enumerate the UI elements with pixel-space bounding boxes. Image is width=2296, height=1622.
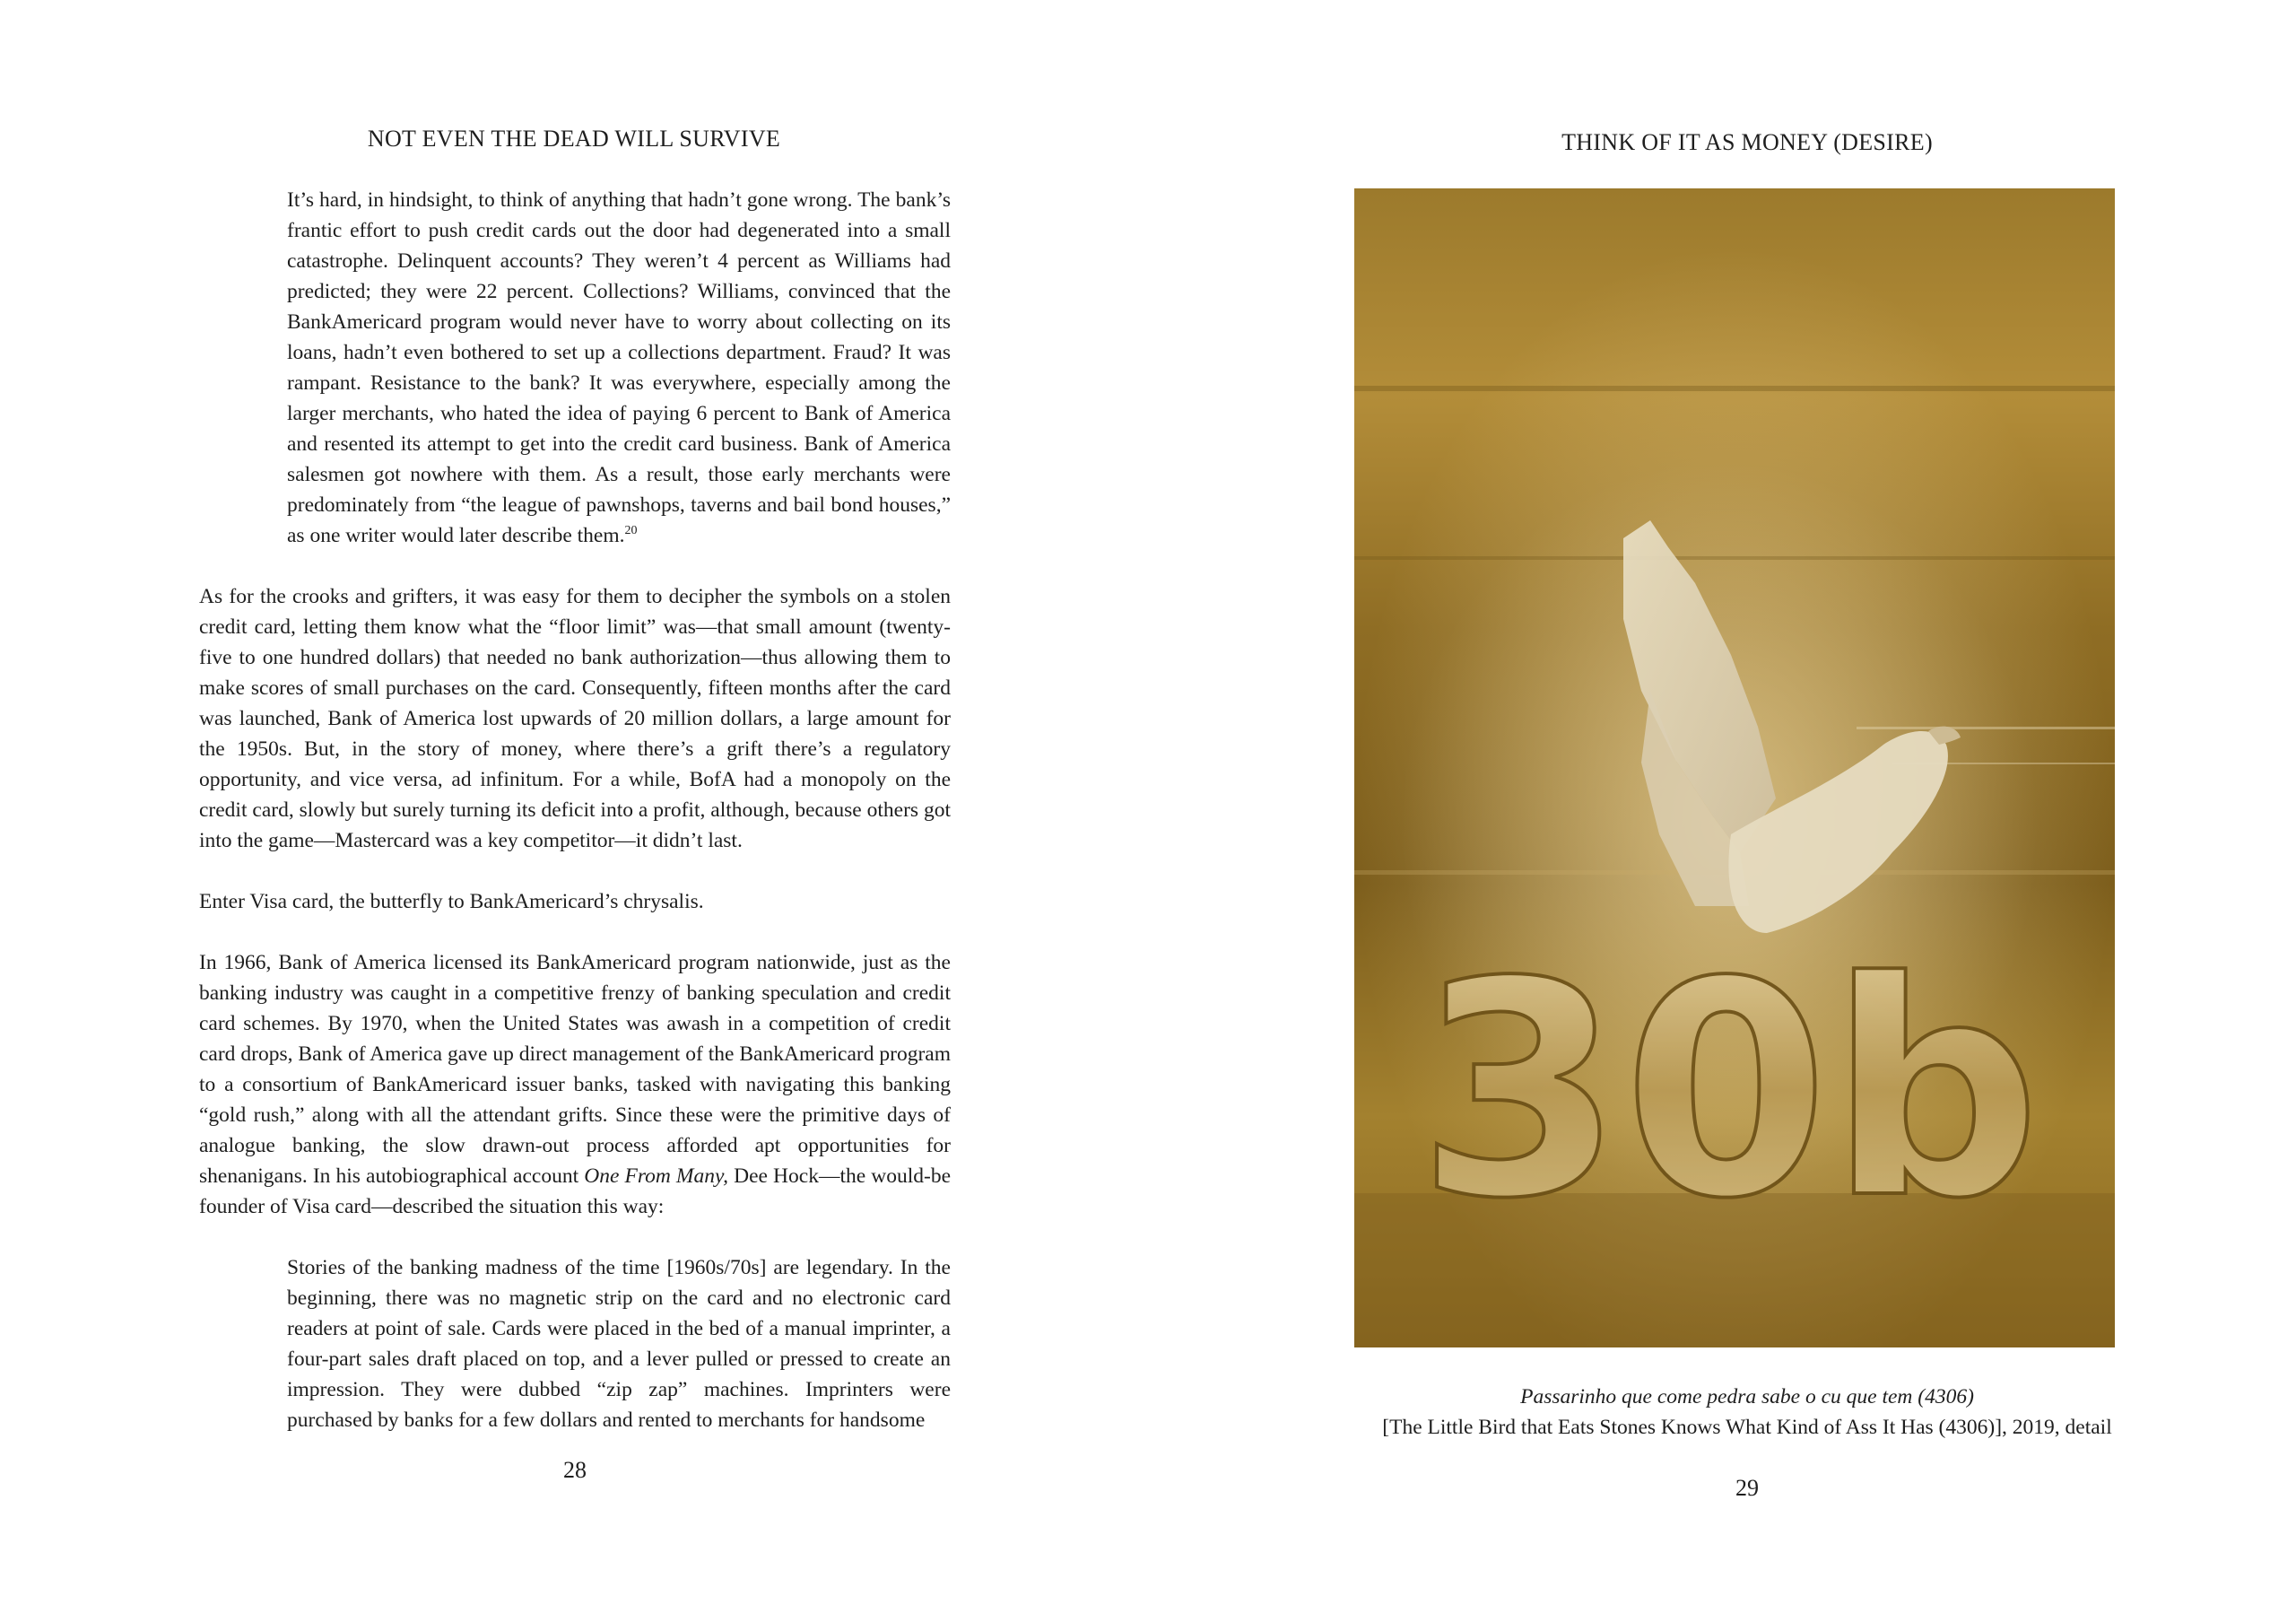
running-head: THINK OF IT AS MONEY (DESIRE) [1561,129,1933,155]
body-text [199,185,951,1435]
right-page [1148,0,2296,1622]
paragraph-4-text: In 1966, Bank of America licensed its BankAmericard program nationwide, just as the banking industry was caught in a competitive frenzy of banking speculation and credit card schemes. By 1970, when the United States was awash in a competition of credit card drops, Bank of America gave up direct management of the BankAmericard program to a consortium of BankAmericard issuer banks, tasked with navigating this banking “gold rush,” along with all the attendant grifts. Since these were the primitive days of analogue banking, the slow drawn-out process afforded apt opportunities for shenanigans. In his autobiographical account [199,951,951,1188]
page-number: 28 [563,1457,587,1483]
footnote-ref[interactable]: 20 [624,524,638,537]
caption-title: Passarinho que come pedra sabe o cu que tem (4306) [1520,1385,1974,1408]
paragraph-1 [287,185,951,551]
artwork-image [1354,188,2115,1347]
caption-details: [The Little Bird that Eats Stones Knows What Kind of Ass It Has (4306)], 2019, detail [1382,1416,2112,1439]
book-title: One From Many, [584,1164,728,1188]
paragraph-3: Enter Visa card, the butterfly to BankAmericard’s chrysalis. [199,890,704,913]
figure-caption [1361,1382,2133,1443]
block-quote: Stories of the banking madness of the time [1960s/70s] are legendary. In the beginning, there was no magnetic strip on the card and no electronic card readers at point of sale. Cards were placed in the bed of a manual imprinter, a four-part sales draft placed on top, and a lever pulled or pressed to create an impression. They were dubbed “zip zap” machines. Imprinters were purchased by banks for a few dollars and rented to merchants for handsome [287,1256,951,1432]
running-head: NOT EVEN THE DEAD WILL SURVIVE [367,126,781,152]
paragraph-4 [199,947,951,1222]
paragraph-2: As for the crooks and grifters, it was easy for them to decipher the symbols on a stolen credit card, letting them know what the “floor limit” was—that small amount (twenty-five to one hundred dollars) that needed no bank authorization—thus allowing them to make scores of small purchases on the card. Consequently, fifteen months after the card was launched, Bank of America lost upwards of 20 million dollars, a large amount for the 1950s. But, in the story of money, where there’s a grift there’s a regulatory opportunity, and vice versa, ad infinitum. For a while, BofA had a monopoly on the credit card, slowly but surely turning its deficit into a profit, although, because others got into the game—Mastercard was a key competitor—it didn’t last. [199,585,951,852]
page-number: 29 [1735,1475,1759,1501]
plate-numerals: 30b [1417,919,2041,1263]
artwork-plate [1354,188,2115,1347]
paragraph-4-tail: Dee Hock—the would-be founder of Visa card—described the situation this way: [199,1164,952,1218]
paragraph-1-text: It’s hard, in hindsight, to think of anything that hadn’t gone wrong. The bank’s frantic effort to push credit cards out the door had degenerated into a small catastrophe. Delinquent accounts? They weren’t 4 percent as Williams had predicted; they were 22 percent. Collections? Williams, convinced that the BankAmericard program would never have to worry about collecting on its loans, hadn’t even bothered to set up a collections department. Fraud? It was rampant. Resistance to the bank? It was everywhere, especially among the larger merchants, who hated the idea of paying 6 percent to Bank of America and resented its attempt to get into the credit card business. Bank of America salesmen got nowhere with them. As a result, those early merchants were predominately from “the league of pawnshops, taverns and bail bond houses,” as one writer would later describe them. [287,188,951,547]
